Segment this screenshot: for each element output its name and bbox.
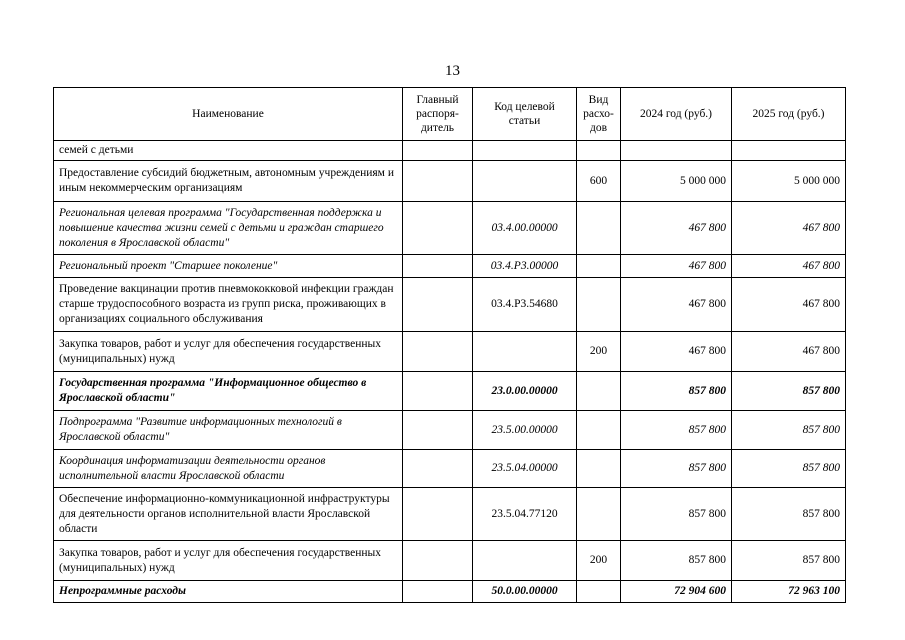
row-name: Обеспечение информационно-коммуникационной инфраструктуры для деятельности органов исполнительной власти Ярославской области [54, 488, 403, 541]
row-vid: 200 [577, 541, 621, 581]
row-code: 23.5.04.00000 [473, 450, 577, 488]
row-2025: 467 800 [732, 255, 846, 278]
row-2025 [732, 141, 846, 161]
table-row [54, 450, 846, 488]
header-name: Наименование [54, 88, 403, 141]
row-2024: 857 800 [621, 450, 732, 488]
row-vid [577, 450, 621, 488]
row-2024: 467 800 [621, 332, 732, 372]
row-admin [403, 278, 473, 332]
row-admin [403, 255, 473, 278]
row-code: 23.5.00.00000 [473, 411, 577, 450]
table-row [54, 372, 846, 411]
row-admin [403, 372, 473, 411]
row-admin [403, 202, 473, 255]
table-row [54, 161, 846, 202]
row-admin [403, 581, 473, 603]
row-code: 03.4.P3.00000 [473, 255, 577, 278]
row-2025: 72 963 100 [732, 581, 846, 603]
row-vid: 600 [577, 161, 621, 202]
row-2024 [621, 141, 732, 161]
budget-table [53, 87, 846, 603]
row-code [473, 161, 577, 202]
row-2025: 857 800 [732, 372, 846, 411]
row-2024: 857 800 [621, 541, 732, 581]
row-name: семей с детьми [54, 141, 403, 161]
table-row [54, 278, 846, 332]
table-row [54, 581, 846, 603]
row-code: 50.0.00.00000 [473, 581, 577, 603]
table-row [54, 541, 846, 581]
row-2025: 857 800 [732, 541, 846, 581]
row-2024: 467 800 [621, 278, 732, 332]
page-number: 13 [445, 63, 460, 79]
row-name: Предоставление субсидий бюджетным, автономным учреждениям и иным некоммерческим организациям [54, 161, 403, 202]
row-code: 23.5.04.77120 [473, 488, 577, 541]
row-2025: 857 800 [732, 488, 846, 541]
header-code: Код целевой статьи [473, 88, 577, 141]
header-vid: Вид расхо-дов [577, 88, 621, 141]
row-name: Государственная программа "Информационное общество в Ярославской области" [54, 372, 403, 411]
row-code [473, 332, 577, 372]
row-vid [577, 488, 621, 541]
row-vid [577, 372, 621, 411]
row-2025: 467 800 [732, 202, 846, 255]
row-2025: 5 000 000 [732, 161, 846, 202]
row-code: 03.4.P3.54680 [473, 278, 577, 332]
row-name: Координация информатизации деятельности органов исполнительной власти Ярославской области [54, 450, 403, 488]
row-code: 23.0.00.00000 [473, 372, 577, 411]
row-admin [403, 541, 473, 581]
row-vid [577, 278, 621, 332]
table-row [54, 488, 846, 541]
row-name: Закупка товаров, работ и услуг для обеспечения государственных (муниципальных) нужд [54, 541, 403, 581]
header-admin: Главный распоря-дитель [403, 88, 473, 141]
row-name: Подпрограмма "Развитие информационных технологий в Ярославской области" [54, 411, 403, 450]
row-name: Региональная целевая программа "Государственная поддержка и повышение качества жизни семей с детьми и граждан старшего поколения в Ярославской области" [54, 202, 403, 255]
row-2024: 467 800 [621, 255, 732, 278]
row-vid [577, 202, 621, 255]
table-row [54, 141, 846, 161]
row-vid [577, 581, 621, 603]
row-2025: 467 800 [732, 278, 846, 332]
header-2024: 2024 год (руб.) [621, 88, 732, 141]
row-2024: 857 800 [621, 372, 732, 411]
row-admin [403, 411, 473, 450]
row-2025: 857 800 [732, 411, 846, 450]
row-name: Закупка товаров, работ и услуг для обеспечения государственных (муниципальных) нужд [54, 332, 403, 372]
row-name: Проведение вакцинации против пневмококковой инфекции граждан старше трудоспособного возраста из групп риска, проживающих в организациях социального обслуживания [54, 278, 403, 332]
table-row [54, 411, 846, 450]
row-admin [403, 488, 473, 541]
header-row [54, 88, 846, 141]
row-2024: 5 000 000 [621, 161, 732, 202]
row-vid: 200 [577, 332, 621, 372]
row-admin [403, 450, 473, 488]
row-2024: 857 800 [621, 411, 732, 450]
row-admin [403, 141, 473, 161]
table-row [54, 332, 846, 372]
row-2025: 857 800 [732, 450, 846, 488]
table-row [54, 255, 846, 278]
row-vid [577, 141, 621, 161]
table-row [54, 202, 846, 255]
row-vid [577, 255, 621, 278]
row-vid [577, 411, 621, 450]
row-2024: 857 800 [621, 488, 732, 541]
row-admin [403, 332, 473, 372]
row-code: 03.4.00.00000 [473, 202, 577, 255]
row-2025: 467 800 [732, 332, 846, 372]
row-name: Непрограммные расходы [54, 581, 403, 603]
row-2024: 467 800 [621, 202, 732, 255]
row-admin [403, 161, 473, 202]
row-2024: 72 904 600 [621, 581, 732, 603]
row-code [473, 541, 577, 581]
header-2025: 2025 год (руб.) [732, 88, 846, 141]
row-name: Региональный проект "Старшее поколение" [54, 255, 403, 278]
row-code [473, 141, 577, 161]
